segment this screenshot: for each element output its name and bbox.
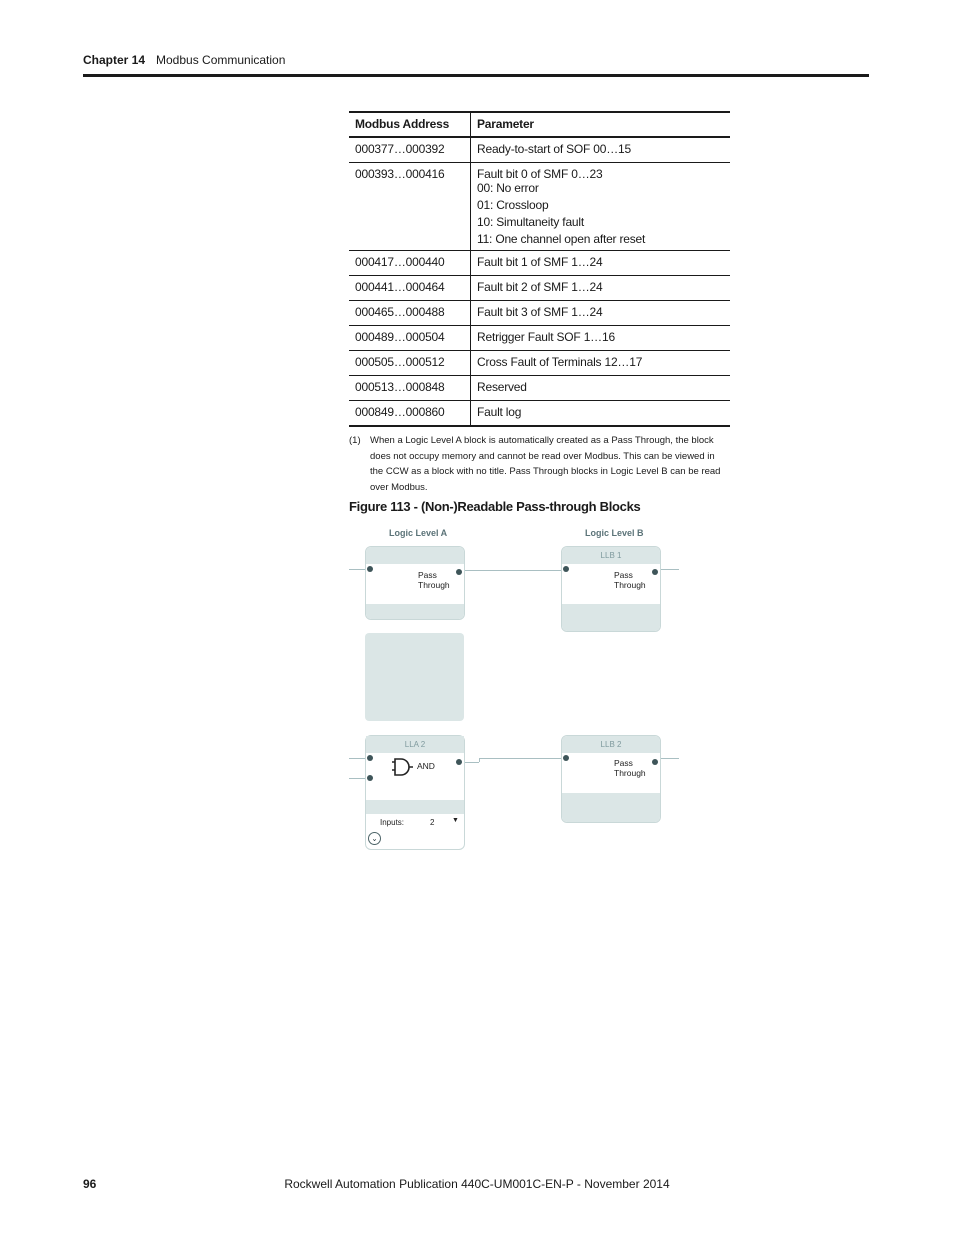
connection-wire [479,758,563,759]
parameter-cell: Cross Fault of Terminals 12…17 [477,355,643,369]
header-rule [83,74,869,77]
parameter-sub-item: 11: One channel open after reset [477,232,646,246]
block-title: LLB 1 [562,547,660,564]
column-header-parameter: Parameter [477,117,534,131]
table-row [349,163,730,251]
logic-block-llb2[interactable] [561,735,661,823]
output-wire [659,758,679,759]
block-label: Pass Through [614,570,646,590]
output-connector[interactable] [456,569,462,575]
logic-block-llb1[interactable] [561,546,661,632]
address-cell: 000465…000488 [349,301,471,326]
table-header-row [349,112,730,137]
input-connector[interactable] [563,755,569,761]
address-cell: 000489…000504 [349,326,471,351]
logic-block-a1[interactable] [365,546,465,620]
address-cell: 000417…000440 [349,251,471,276]
block-title: LLB 2 [562,736,660,753]
parameter-cell: Ready-to-start of SOF 00…15 [477,142,631,156]
figure-caption: Figure 113 - (Non-)Readable Pass-through Blocks [349,499,641,514]
gate-label: AND [417,761,435,771]
logic-level-a-title: Logic Level A [389,528,448,538]
parameter-cell: Retrigger Fault SOF 1…16 [477,330,615,344]
address-cell: 000513…000848 [349,376,471,401]
address-cell: 000393…000416 [349,163,471,251]
output-connector[interactable] [652,569,658,575]
inputs-label: Inputs: [380,818,405,827]
dropdown-arrow-icon[interactable]: ▼ [452,817,459,824]
parameter-sub-item: 01: Crossloop [477,198,549,212]
parameter-main: Fault bit 0 of SMF 0…23 [477,167,603,181]
parameter-cell: Reserved [477,380,527,394]
column-header-address: Modbus Address [349,112,471,137]
modbus-address-table [349,111,730,427]
parameter-sub-item: 10: Simultaneity fault [477,215,584,229]
parameter-cell: Fault bit 2 of SMF 1…24 [477,280,603,294]
footnote-text: When a Logic Level A block is automatically created as a Pass Through, the block does not occupy memory and cannot be read over Modbus. This can be viewed in the CCW as a block with no title. Pass Through blocks in Logic Level B can be read over Modbus. [370,435,721,493]
block-label: Pass Through [614,758,646,778]
address-cell: 000505…000512 [349,351,471,376]
table-row [349,301,730,326]
table-row [349,276,730,301]
table-row [349,326,730,351]
logic-level-b-title: Logic Level B [585,528,644,538]
table-row [349,137,730,163]
parameter-cell: Fault bit 1 of SMF 1…24 [477,255,603,269]
block-title [366,547,464,564]
table-footnote [349,433,730,495]
parameter-cell [471,163,731,251]
page-number: 96 [83,1177,97,1191]
output-connector[interactable] [456,759,462,765]
inputs-value: 2 [430,818,435,827]
parameter-sub-item: 00: No error [477,181,539,195]
footnote-marker: (1) [349,435,361,446]
parameter-cell: Fault bit 3 of SMF 1…24 [477,305,603,319]
pass-through-figure [349,518,681,856]
block-label: Pass Through [418,570,450,590]
connection-wire [463,762,479,763]
expand-chevron-icon[interactable]: ⌄ [368,832,381,845]
block-title: LLA 2 [366,736,464,753]
publication-info: Rockwell Automation Publication 440C-UM001C-EN-P - November 2014 [284,1177,670,1191]
logic-block-lla2[interactable] [365,735,465,850]
parameter-cell: Fault log [477,405,522,419]
input-connector[interactable] [367,775,373,781]
input-connector[interactable] [367,755,373,761]
address-cell: 000441…000464 [349,276,471,301]
connection-wire [463,570,563,571]
input-connector[interactable] [563,566,569,572]
inputs-selector[interactable] [366,815,464,831]
table-row [349,251,730,276]
table-row [349,351,730,376]
section-title: Modbus Communication [156,53,286,67]
table-row [349,376,730,401]
address-cell: 000849…000860 [349,401,471,427]
input-connector[interactable] [367,566,373,572]
output-connector[interactable] [652,759,658,765]
output-wire [659,569,679,570]
empty-block-slot [365,633,464,721]
and-gate-icon [390,757,414,777]
table-row [349,401,730,427]
chapter-label: Chapter 14 [83,53,146,67]
address-cell: 000377…000392 [349,137,471,163]
